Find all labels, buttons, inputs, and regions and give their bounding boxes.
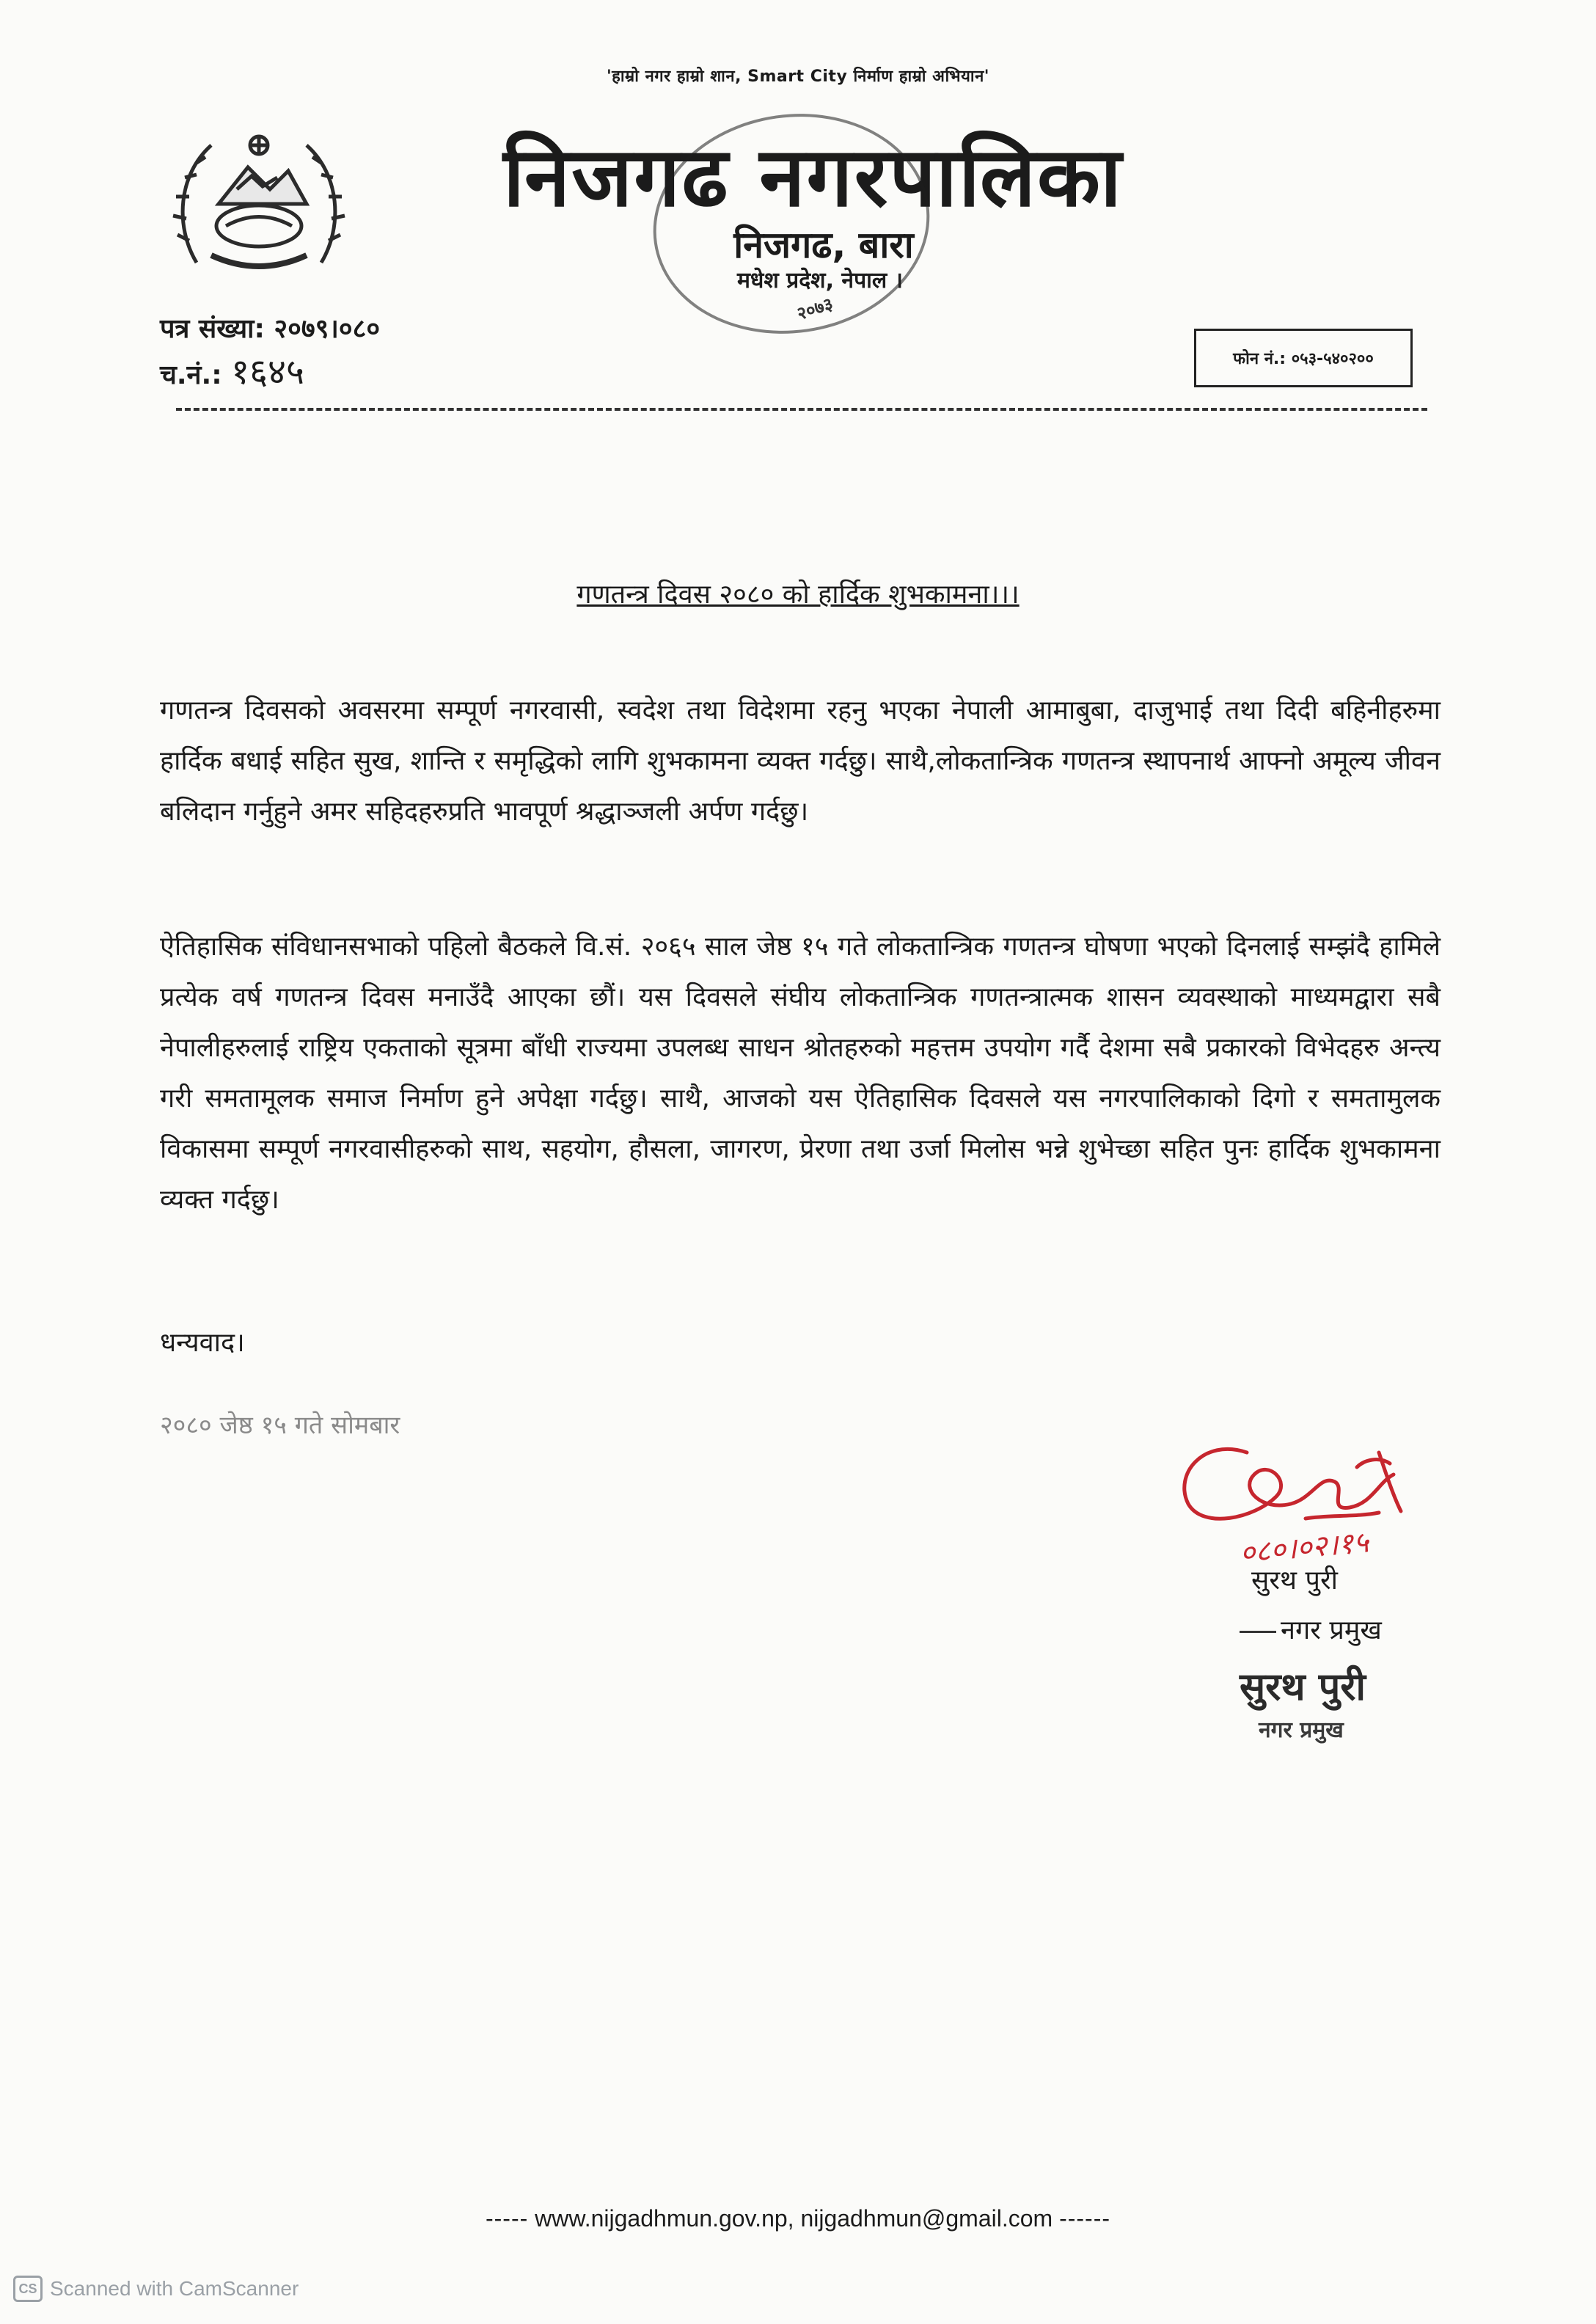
dispatch-number-value: १६४५ — [231, 351, 304, 392]
signed-date: ०८०।०२।१५ — [1238, 1525, 1370, 1571]
dispatch-number-line — [160, 351, 380, 397]
footer-website-link[interactable]: www.nijgadhmun.gov.np — [535, 2205, 788, 2232]
phone-number-box: फोन नं.: ०५३-५४०२०० — [1194, 329, 1413, 387]
municipality-location: निजगढ, बारा — [733, 224, 914, 266]
letter-number-line — [160, 308, 380, 351]
province-line: मधेश प्रदेश, नेपाल । — [736, 268, 904, 293]
title-stamp: नगर प्रमुख — [1259, 1717, 1344, 1743]
footer-separator: , — [787, 2205, 794, 2232]
letterhead-slogan: 'हाम्रो नगर हाम्रो शान, Smart City निर्माण हाम्रो अभियान' — [606, 67, 990, 86]
scanner-watermark-text: Scanned with CamScanner — [50, 2277, 299, 2300]
thanks-line: धन्यवाद। — [160, 1328, 245, 1358]
municipality-name: निजगढ नगरपालिका — [503, 130, 1123, 225]
body-paragraph-2: ऐतिहासिक संविधानसभाको पहिलो बैठकले वि.सं. २०६५ साल जेष्ठ १५ गते लोकतान्त्रिक गणतन्त्र घोषणा भएको दिनलाई सम्झंदै हामिले प्रत्येक वर्ष गणतन्त्र दिवस मनाउँदै आएका छौं। यस दिवसले संघीय लोकतान्त्रिक गणतन्त्रात्मक शासन व्यवस्थाको माध्यमद्वारा सबै नेपालीहरुलाई राष्ट्रिय एकताको सूत्रमा बाँधी राज्यमा उपलब्ध साधन श्रोतहरुको महत्तम उपयोग गर्दै देशमा सबै प्रकारको विभेदहरु अन्त्य गरी समतामूलक समाज निर्माण हुने अपेक्षा गर्दछु। साथै, आजको यस ऐतिहासिक दिवसले यस नगरपालिकाको दिगो र समतामुलक विकासमा सम्पूर्ण नगरवासीहरुको साथ, सहयोग, हौसला, जागरण, प्रेरणा तथा उर्जा मिलोस भन्ने शुभेच्छा सहित पुनः हार्दिक शुभकामना व्यक्त गर्दछु। — [160, 932, 1441, 1215]
footer-contact — [0, 2205, 1596, 2232]
header-divider — [176, 408, 1427, 411]
body-paragraph-1: गणतन्त्र दिवसको अवसरमा सम्पूर्ण नगरवासी, स्वदेश तथा विदेशमा रहनु भएका नेपाली आमाबुबा, दाजुभाई तथा दिदी बहिनीहरुमा हार्दिक बधाई सहित सुख, शान्ति र समृद्धिको लागि शुभकामना व्यक्त गर्दछु। साथै,लोकतान्त्रिक गणतन्त्र स्थापनार्थ आफ्नो अमूल्य जीवन बलिदान गर्नुहुने अमर सहिदहरुप्रति भावपूर्ण श्रद्धाञ्जली अर्पण गर्दछु। — [160, 695, 1441, 827]
letter-number-value: २०७९।०८० — [274, 314, 381, 344]
letter-heading: गणतन्त्र दिवस २०८० को हार्दिक शुभकामना।।। — [576, 580, 1020, 610]
letter-number-label: पत्र संख्या: — [160, 314, 265, 344]
footer-dash-right: ------ — [1059, 2205, 1111, 2232]
signatory-name: सुरथ पुरी — [1251, 1565, 1339, 1596]
dispatch-number-label: च.नं.: — [160, 360, 222, 390]
name-stamp: सुरथ पुरी — [1240, 1665, 1366, 1709]
letter-date: २०८० जेष्ठ १५ गते सोमबार — [160, 1411, 400, 1440]
footer-email-link[interactable]: nijgadhmun@gmail.com — [800, 2205, 1053, 2232]
seal-year: २०७३ — [794, 293, 836, 325]
signatory-title: नगर प्रमुख — [1240, 1611, 1382, 1647]
reference-block — [160, 308, 380, 397]
scanner-watermark — [13, 2276, 299, 2302]
camscanner-logo-icon: CS — [13, 2276, 43, 2302]
footer-dash-left: ----- — [485, 2205, 529, 2232]
